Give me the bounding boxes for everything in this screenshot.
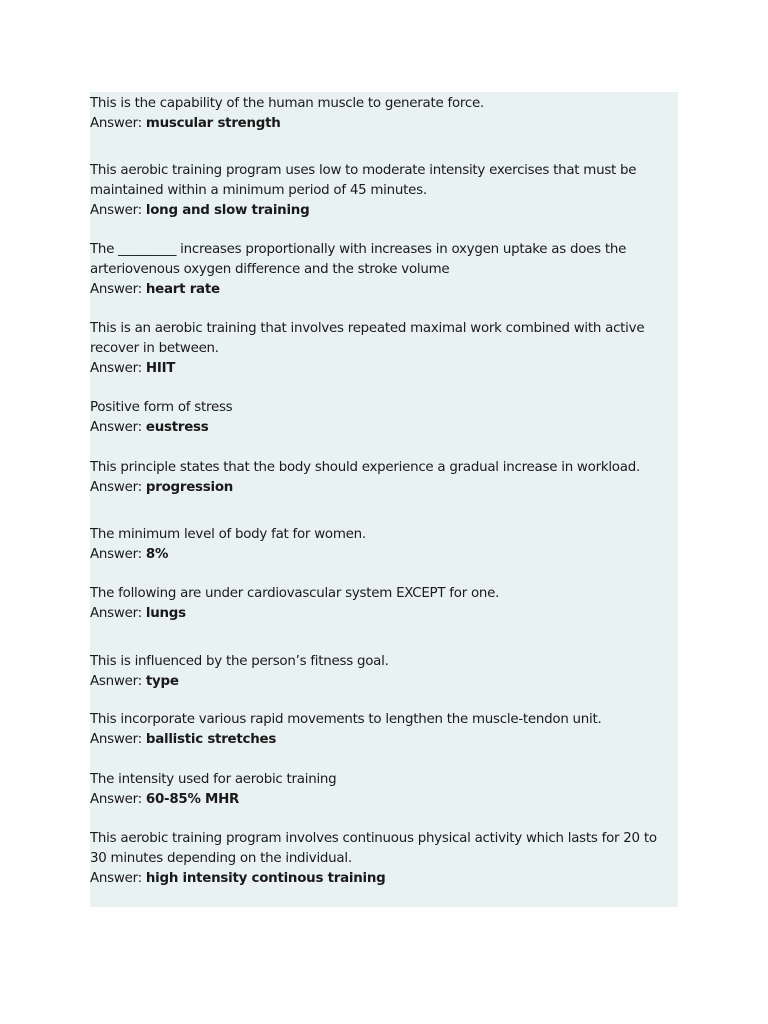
answer-label: Answer: <box>90 361 142 376</box>
qa-item-12 <box>90 829 670 889</box>
answer-line <box>90 280 670 300</box>
answer-text: 8% <box>145 547 169 562</box>
qa-item-5 <box>90 398 670 438</box>
qa-item-1 <box>90 94 670 134</box>
answer-text: HIIT <box>145 361 176 376</box>
question-text: This incorporate various rapid movements to lengthen the muscle-tendon unit. <box>90 712 602 727</box>
answer-text: type <box>145 674 179 689</box>
answer-line <box>90 201 670 221</box>
answer-label: Answer: <box>90 871 142 886</box>
question-text: Positive form of stress <box>90 400 233 415</box>
answer-label: Answer: <box>90 203 142 218</box>
answer-label: Answer: <box>90 792 142 807</box>
answer-line <box>90 604 670 624</box>
answer-text: eustress <box>145 420 209 435</box>
answer-line <box>90 359 670 379</box>
qa-item-7 <box>90 525 670 565</box>
question-text: The _________ increases proportionally with increases in oxygen uptake as does the arteriovenous oxygen difference and the stroke volume <box>90 242 627 277</box>
qa-item-4 <box>90 319 670 379</box>
qa-item-10 <box>90 710 670 750</box>
answer-text: 60-85% MHR <box>145 792 240 807</box>
answer-line <box>90 869 670 889</box>
answer-line <box>90 114 670 134</box>
qa-item-8 <box>90 584 670 624</box>
answer-label: Answer: <box>90 116 142 131</box>
answer-text: long and slow training <box>145 203 310 218</box>
answer-line <box>90 478 670 498</box>
answer-label: Answer: <box>90 606 142 621</box>
answer-label: Answer: <box>90 547 142 562</box>
qa-item-3 <box>90 240 670 300</box>
answer-text: progression <box>145 480 234 495</box>
answer-line <box>90 418 670 438</box>
answer-label: Answer: <box>90 732 142 747</box>
question-text: The intensity used for aerobic training <box>90 772 337 787</box>
answer-text: high intensity continous training <box>145 871 386 886</box>
question-text: The following are under cardiovascular system EXCEPT for one. <box>90 586 500 601</box>
question-text: This is influenced by the person’s fitness goal. <box>90 654 389 669</box>
question-text: This is an aerobic training that involves repeated maximal work combined with active recover in between. <box>90 321 645 356</box>
answer-line <box>90 672 670 692</box>
qa-item-2 <box>90 161 670 221</box>
answer-label: Answer: <box>90 282 142 297</box>
answer-label: Answer: <box>90 480 142 495</box>
question-text: This aerobic training program uses low to moderate intensity exercises that must be maintained within a minimum period of 45 minutes. <box>90 163 637 198</box>
qa-item-11 <box>90 770 670 810</box>
answer-line <box>90 545 670 565</box>
qa-item-9 <box>90 652 670 692</box>
question-text: The minimum level of body fat for women. <box>90 527 366 542</box>
answer-label: Answer: <box>90 420 142 435</box>
question-text: This aerobic training program involves continuous physical activity which lasts for 20 to 30 minutes depending on the individual. <box>90 831 657 866</box>
answer-text: heart rate <box>145 282 220 297</box>
answer-line <box>90 790 670 810</box>
answer-label: Asnwer: <box>90 674 142 689</box>
answer-text: lungs <box>145 606 186 621</box>
question-text: This principle states that the body should experience a gradual increase in workload. <box>90 460 640 475</box>
answer-text: muscular strength <box>145 116 281 131</box>
answer-line <box>90 730 670 750</box>
question-text: This is the capability of the human muscle to generate force. <box>90 96 484 111</box>
answer-text: ballistic stretches <box>145 732 277 747</box>
qa-item-6 <box>90 458 670 498</box>
